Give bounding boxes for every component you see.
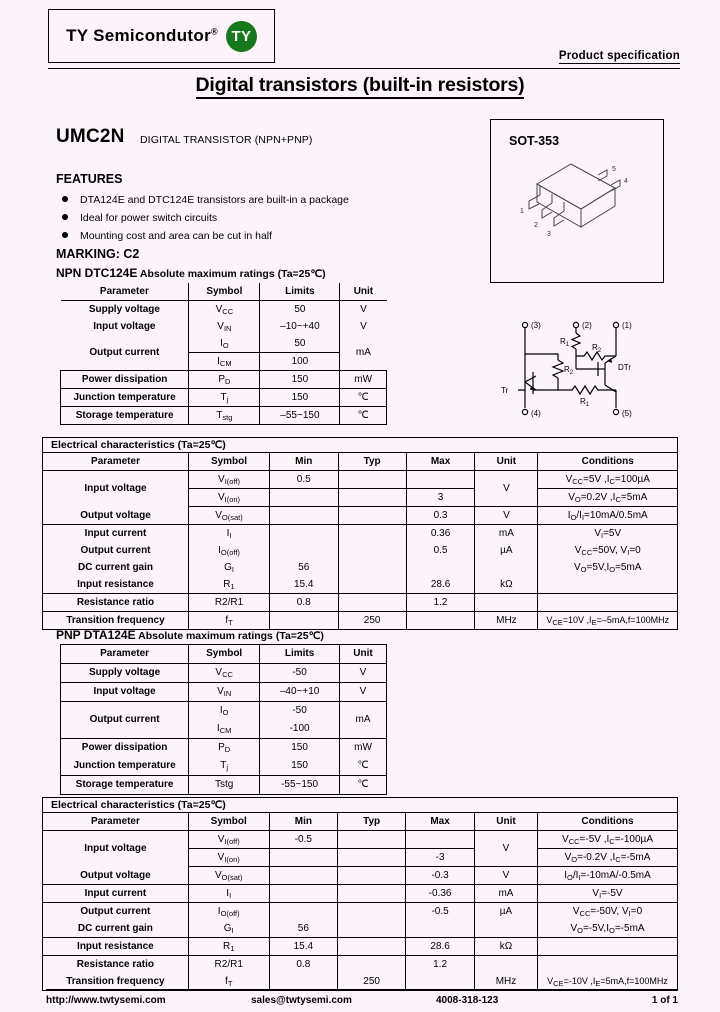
cell-typ: [338, 831, 406, 849]
cell-unit: [475, 559, 538, 576]
col-limits: Limits: [260, 645, 340, 664]
cell-unit: V: [340, 664, 387, 683]
table-row: [61, 389, 387, 407]
cell-symbol: $I_O$: [189, 702, 260, 721]
cell-symbol: Tstg: [189, 776, 260, 795]
npn-absolute-max-ratings-table: [60, 283, 387, 425]
cell-max: [406, 973, 475, 991]
cell-max: 0.3: [406, 507, 475, 525]
part-number: UMC2N: [56, 126, 125, 147]
pin-label-1: 1: [520, 208, 524, 215]
cell-min: 56: [269, 559, 338, 576]
cell-unit: mW: [340, 371, 387, 389]
cell-symbol: $V_{I(off)}$: [189, 471, 270, 489]
cell-conditions: $V_{CC}=-5V$ $,I_C=-100\mu A$: [538, 831, 678, 849]
cell-parameter: Input current: [43, 885, 189, 903]
cell-parameter: Junction temperature: [61, 757, 189, 776]
cell-parameter: Transition frequency: [43, 973, 189, 991]
cell-symbol: $I_{CM}$: [189, 720, 260, 739]
cell-symbol: $T_j$: [189, 757, 260, 776]
cell-max: [406, 920, 475, 938]
cell-limits: –10~+40: [260, 318, 340, 335]
cell-unit: mA: [340, 335, 387, 371]
page-title-text: Digital transistors (built-in resistors): [196, 74, 525, 99]
cell-typ: [338, 507, 406, 525]
cell-parameter: Storage temperature: [61, 776, 189, 795]
cell-parameter: Input voltage: [43, 471, 189, 507]
cell-unit: V: [340, 301, 387, 319]
cell-unit: V: [475, 471, 538, 507]
page-footer: [46, 991, 678, 1009]
cell-parameter: Output current: [61, 702, 189, 739]
cell-min: [269, 885, 337, 903]
cell-conditions: $V_O=0.2V$ $,I_C=5mA$: [538, 489, 678, 507]
cell-symbol: $V_{O(sat)}$: [189, 507, 270, 525]
table-row: [43, 938, 678, 956]
resistor-label-r2-left: $R_2$: [564, 365, 574, 376]
cell-conditions: $I_O/I_I=-10mA/-0.5mA$: [538, 867, 678, 885]
npn-electrical-characteristics-table: [42, 452, 678, 630]
logo-text: [66, 21, 257, 52]
pnp-amr-heading: [56, 628, 324, 642]
cell-symbol: $V_{O(sat)}$: [188, 867, 269, 885]
col-conditions: Conditions: [538, 453, 678, 471]
cell-conditions: $V_I=-5V$: [538, 885, 678, 903]
col-parameter: Parameter: [61, 283, 189, 301]
cell-symbol: $V_{CC}$: [189, 301, 260, 319]
table-row: [43, 903, 678, 921]
cell-symbol: $I_{CM}$: [189, 353, 260, 371]
footer-divider: [46, 989, 678, 990]
cell-unit: [474, 956, 537, 974]
cell-typ: [338, 920, 406, 938]
pnp-ec-heading: Electrical characteristics (Ta=25℃): [42, 797, 678, 812]
cell-symbol: $G_I$: [189, 559, 270, 576]
cell-symbol: $V_{IN}$: [189, 318, 260, 335]
cell-symbol: $T_{stg}$: [189, 407, 260, 425]
cell-unit: kΩ: [474, 938, 537, 956]
cell-parameter: Transition frequency: [43, 612, 189, 630]
cell-typ: [338, 576, 406, 594]
cell-unit: V: [474, 867, 537, 885]
npn-amr-heading-rest: Absolute maximum ratings (Ta=25℃): [137, 268, 326, 280]
cell-limits: 100: [260, 353, 340, 371]
cell-symbol: R2/R1: [188, 956, 269, 974]
package-name-label: SOT-353: [509, 134, 560, 148]
cell-unit: MHz: [475, 612, 538, 630]
col-parameter: Parameter: [43, 453, 189, 471]
cell-unit: V: [340, 683, 387, 702]
table-row: [61, 739, 387, 758]
header-divider: [48, 68, 680, 69]
cell-conditions: $V_{CC}=50V$, $V_I=0$: [538, 542, 678, 559]
cell-max: -3: [406, 849, 475, 867]
table-header-row: [61, 283, 387, 301]
table-header-row: [61, 645, 387, 664]
table-row: [43, 956, 678, 974]
npn-amr-heading: [56, 266, 326, 280]
cell-min: [269, 867, 337, 885]
cell-min: [269, 612, 338, 630]
cell-parameter: Input voltage: [43, 831, 189, 867]
cell-parameter: Input voltage: [61, 318, 189, 335]
cell-conditions: $I_O/I_I=10mA/0.5mA$: [538, 507, 678, 525]
cell-parameter: Input resistance: [43, 938, 189, 956]
cell-unit: [474, 920, 537, 938]
cell-max: [406, 612, 475, 630]
table-row: [61, 407, 387, 425]
cell-typ: [338, 885, 406, 903]
cell-min: [269, 542, 338, 559]
node-label-3: (3): [531, 321, 541, 330]
col-unit: Unit: [474, 813, 537, 831]
cell-unit: V: [340, 318, 387, 335]
cell-parameter: Storage temperature: [61, 407, 189, 425]
col-typ: Typ: [338, 453, 406, 471]
cell-parameter: Supply voltage: [61, 664, 189, 683]
cell-min: [269, 973, 337, 991]
cell-parameter: DC current gain: [43, 920, 189, 938]
table-row: [43, 559, 678, 576]
cell-max: [406, 471, 475, 489]
cell-symbol: $V_{I(off)}$: [188, 831, 269, 849]
cell-max: 0.5: [406, 542, 475, 559]
cell-parameter: Output current: [61, 335, 189, 371]
part-description: DIGITAL TRANSISTOR (NPN+PNP): [140, 134, 313, 146]
npn-electrical-characteristics: [42, 437, 678, 630]
table-row: [43, 594, 678, 612]
cell-conditions: [538, 938, 678, 956]
feature-item: [62, 230, 272, 242]
table-row: [43, 867, 678, 885]
cell-limits: –55~150: [260, 407, 340, 425]
cell-symbol: $V_{I(on)}$: [188, 849, 269, 867]
feature-item: [62, 212, 217, 224]
product-specification-label: Product specification: [558, 50, 680, 62]
cell-conditions: [538, 956, 678, 974]
cell-symbol: $P_D$: [189, 371, 260, 389]
table-row: [43, 920, 678, 938]
features-heading: FEATURES: [56, 172, 123, 186]
feature-item: [62, 194, 349, 206]
cell-unit: MHz: [474, 973, 537, 991]
cell-parameter: Output voltage: [43, 867, 189, 885]
cell-parameter: Output current: [43, 903, 189, 921]
table-row: [61, 335, 387, 353]
pnp-amr-heading-bold: PNP DTA124E: [56, 628, 136, 642]
node-label-5: (5): [622, 409, 632, 418]
marking-label: MARKING: C2: [56, 247, 140, 261]
table-row: [43, 612, 678, 630]
cell-max: -0.5: [406, 903, 475, 921]
cell-typ: [338, 938, 406, 956]
bullet-icon: [62, 214, 68, 220]
cell-unit: ℃: [340, 757, 387, 776]
table-row: [43, 525, 678, 543]
col-limits: Limits: [260, 283, 340, 301]
logo-company-name: TY Semicondutor: [66, 25, 211, 45]
cell-max: [406, 559, 475, 576]
pnp-absolute-max-ratings-table: [60, 644, 387, 795]
table-row: [61, 776, 387, 795]
cell-max: 28.6: [406, 938, 475, 956]
col-parameter: Parameter: [61, 645, 189, 664]
npn-ec-heading: Electrical characteristics (Ta=25℃): [42, 437, 678, 452]
cell-typ: [338, 525, 406, 543]
cell-min: 0.5: [269, 471, 338, 489]
cell-conditions: [538, 576, 678, 594]
cell-parameter: Input current: [43, 525, 189, 543]
cell-min: -0.5: [269, 831, 337, 849]
col-parameter: Parameter: [43, 813, 189, 831]
cell-typ: 250: [338, 973, 406, 991]
cell-conditions: $V_{CC}=5V$ $,I_C=100\mu A$: [538, 471, 678, 489]
col-min: Min: [269, 453, 338, 471]
footer-phone: 4008-318-123: [436, 994, 499, 1006]
table-header-row: [43, 453, 678, 471]
cell-unit: mA: [474, 885, 537, 903]
package-outline-box: [490, 119, 664, 283]
cell-max: [406, 831, 475, 849]
cell-parameter: Output voltage: [43, 507, 189, 525]
node-label-4: (4): [531, 409, 541, 418]
cell-min: [269, 903, 337, 921]
cell-symbol: $R_1$: [188, 938, 269, 956]
cell-symbol: $P_D$: [189, 739, 260, 758]
feature-text: Ideal for power switch circuits: [80, 212, 218, 224]
cell-symbol: $I_{O(off)}$: [189, 542, 270, 559]
cell-conditions: [538, 594, 678, 612]
cell-symbol: R2/R1: [189, 594, 270, 612]
cell-symbol: $f_T$: [189, 612, 270, 630]
bullet-icon: [62, 196, 68, 202]
footer-page-number: 1 of 1: [651, 994, 678, 1006]
footer-website[interactable]: http://www.twtysemi.com: [46, 994, 166, 1006]
col-typ: Typ: [338, 813, 406, 831]
cell-unit: µA: [474, 903, 537, 921]
cell-max: 3: [406, 489, 475, 507]
col-symbol: Symbol: [189, 453, 270, 471]
cell-symbol: $I_I$: [188, 885, 269, 903]
cell-unit: ℃: [340, 407, 387, 425]
cell-unit: mW: [340, 739, 387, 758]
cell-limits: 150: [260, 739, 340, 758]
cell-min: 0.8: [269, 956, 337, 974]
cell-limits: 150: [260, 389, 340, 407]
cell-symbol: $f_T$: [188, 973, 269, 991]
cell-unit: ℃: [340, 776, 387, 795]
registered-trademark-icon: ®: [211, 25, 218, 36]
node-label-2: (2): [582, 321, 592, 330]
cell-unit: µA: [475, 542, 538, 559]
cell-symbol: $V_{IN}$: [189, 683, 260, 702]
table-row: [43, 973, 678, 991]
cell-typ: [338, 559, 406, 576]
cell-unit: mA: [340, 702, 387, 739]
table-row: [43, 885, 678, 903]
company-logo: [48, 9, 275, 63]
table-row: [43, 542, 678, 559]
cell-conditions: $V_O=-0.2V$ $,I_C=-5mA$: [538, 849, 678, 867]
cell-unit: kΩ: [475, 576, 538, 594]
table-row: [43, 507, 678, 525]
cell-typ: [338, 849, 406, 867]
cell-min: 56: [269, 920, 337, 938]
cell-parameter: Supply voltage: [61, 301, 189, 319]
cell-typ: [338, 471, 406, 489]
internal-circuit-schematic: [498, 312, 674, 424]
cell-conditions: $V_{CE}=10V$ $,I_E=-5mA,f=100MHz$: [538, 612, 678, 630]
pnp-electrical-characteristics-table: [42, 812, 678, 991]
col-unit: Unit: [340, 645, 387, 664]
cell-unit: V: [474, 831, 537, 867]
col-min: Min: [269, 813, 337, 831]
cell-max: 28.6: [406, 576, 475, 594]
cell-limits: –40~+10: [260, 683, 340, 702]
cell-typ: [338, 956, 406, 974]
cell-parameter: Resistance ratio: [43, 594, 189, 612]
page-title: [0, 74, 720, 97]
cell-typ: [338, 867, 406, 885]
pnp-amr-heading-rest: Absolute maximum ratings (Ta=25℃): [135, 630, 324, 642]
pnp-electrical-characteristics: [42, 797, 678, 991]
node-label-1: (1): [622, 321, 632, 330]
cell-symbol: $G_I$: [188, 920, 269, 938]
col-symbol: Symbol: [189, 283, 260, 301]
cell-unit: V: [475, 507, 538, 525]
col-conditions: Conditions: [538, 813, 678, 831]
col-max: Max: [406, 453, 475, 471]
table-row: [61, 683, 387, 702]
cell-unit: ℃: [340, 389, 387, 407]
npn-amr-heading-bold: NPN DTC124E: [56, 266, 138, 280]
cell-limits: 150: [260, 371, 340, 389]
cell-limits: -100: [260, 720, 340, 739]
cell-min: [269, 525, 338, 543]
cell-parameter: Input voltage: [61, 683, 189, 702]
ty-badge-icon: TY: [226, 21, 257, 52]
feature-text: DTA124E and DTC124E transistors are built-in a package: [80, 194, 349, 206]
cell-parameter: Junction temperature: [61, 389, 189, 407]
cell-limits: -50: [260, 702, 340, 721]
cell-limits: 50: [260, 301, 340, 319]
cell-symbol: $R_1$: [189, 576, 270, 594]
table-row: [43, 471, 678, 489]
cell-symbol: $T_j$: [189, 389, 260, 407]
cell-min: [269, 489, 338, 507]
cell-unit: mA: [475, 525, 538, 543]
cell-min: 15.4: [269, 576, 338, 594]
cell-symbol: $I_O$: [189, 335, 260, 353]
table-row: [43, 576, 678, 594]
cell-symbol: $I_{O(off)}$: [188, 903, 269, 921]
table-row: [43, 831, 678, 849]
col-max: Max: [406, 813, 475, 831]
feature-text: Mounting cost and area can be cut in half: [80, 230, 273, 242]
cell-symbol: $V_{I(on)}$: [189, 489, 270, 507]
resistor-label-r1-top: $R_1$: [560, 337, 570, 348]
footer-email[interactable]: sales@twtysemi.com: [251, 994, 352, 1006]
table-row: [61, 664, 387, 683]
table-row: [61, 757, 387, 776]
cell-parameter: Resistance ratio: [43, 956, 189, 974]
transistor-label-dtr-left: Tr: [501, 386, 509, 395]
cell-symbol: $I_I$: [189, 525, 270, 543]
cell-conditions: $V_{CC}=-50V$, $V_I=0$: [538, 903, 678, 921]
cell-min: 0.8: [269, 594, 338, 612]
resistor-label-r1-bottom: $R_1$: [580, 397, 590, 408]
cell-symbol: $V_{CC}$: [189, 664, 260, 683]
cell-typ: [338, 903, 406, 921]
cell-max: 1.2: [406, 594, 475, 612]
cell-typ: [338, 594, 406, 612]
cell-conditions: $V_O=5V,I_O=5mA$: [538, 559, 678, 576]
cell-parameter: Input resistance: [43, 576, 189, 594]
col-symbol: Symbol: [188, 813, 269, 831]
resistor-label-r2-right: $R_2$: [592, 343, 602, 354]
transistor-label-dtr: DTr: [618, 363, 632, 372]
bullet-icon: [62, 232, 68, 238]
col-unit: Unit: [340, 283, 387, 301]
cell-max: -0.3: [406, 867, 475, 885]
sot353-package-drawing: [519, 154, 639, 264]
cell-limits: -50: [260, 664, 340, 683]
cell-conditions: $V_I=5V$: [538, 525, 678, 543]
cell-unit: [475, 594, 538, 612]
cell-max: -0.36: [406, 885, 475, 903]
cell-typ: [338, 489, 406, 507]
cell-parameter: Power dissipation: [61, 371, 189, 389]
pin-label-2: 2: [534, 222, 538, 229]
pin-label-3: 3: [547, 231, 551, 238]
cell-limits: 150: [260, 757, 340, 776]
pin-label-4: 4: [624, 178, 628, 185]
pin-label-5: 5: [612, 166, 616, 173]
cell-parameter: Power dissipation: [61, 739, 189, 758]
cell-limits: -55~150: [260, 776, 340, 795]
table-row: [61, 371, 387, 389]
cell-typ: [338, 542, 406, 559]
cell-min: 15.4: [269, 938, 337, 956]
table-row: [61, 318, 387, 335]
table-row: [61, 702, 387, 721]
cell-max: 1.2: [406, 956, 475, 974]
col-symbol: Symbol: [189, 645, 260, 664]
cell-parameter: DC current gain: [43, 559, 189, 576]
cell-conditions: $V_{CE}=-10V$ $,I_E=5mA,f=100MHz$: [538, 973, 678, 991]
cell-min: [269, 849, 337, 867]
col-unit: Unit: [475, 453, 538, 471]
cell-max: 0.36: [406, 525, 475, 543]
cell-conditions: $V_O=-5V,I_O=-5mA$: [538, 920, 678, 938]
cell-min: [269, 507, 338, 525]
cell-limits: 50: [260, 335, 340, 353]
table-header-row: [43, 813, 678, 831]
table-row: [61, 301, 387, 319]
cell-typ: 250: [338, 612, 406, 630]
cell-parameter: Output current: [43, 542, 189, 559]
